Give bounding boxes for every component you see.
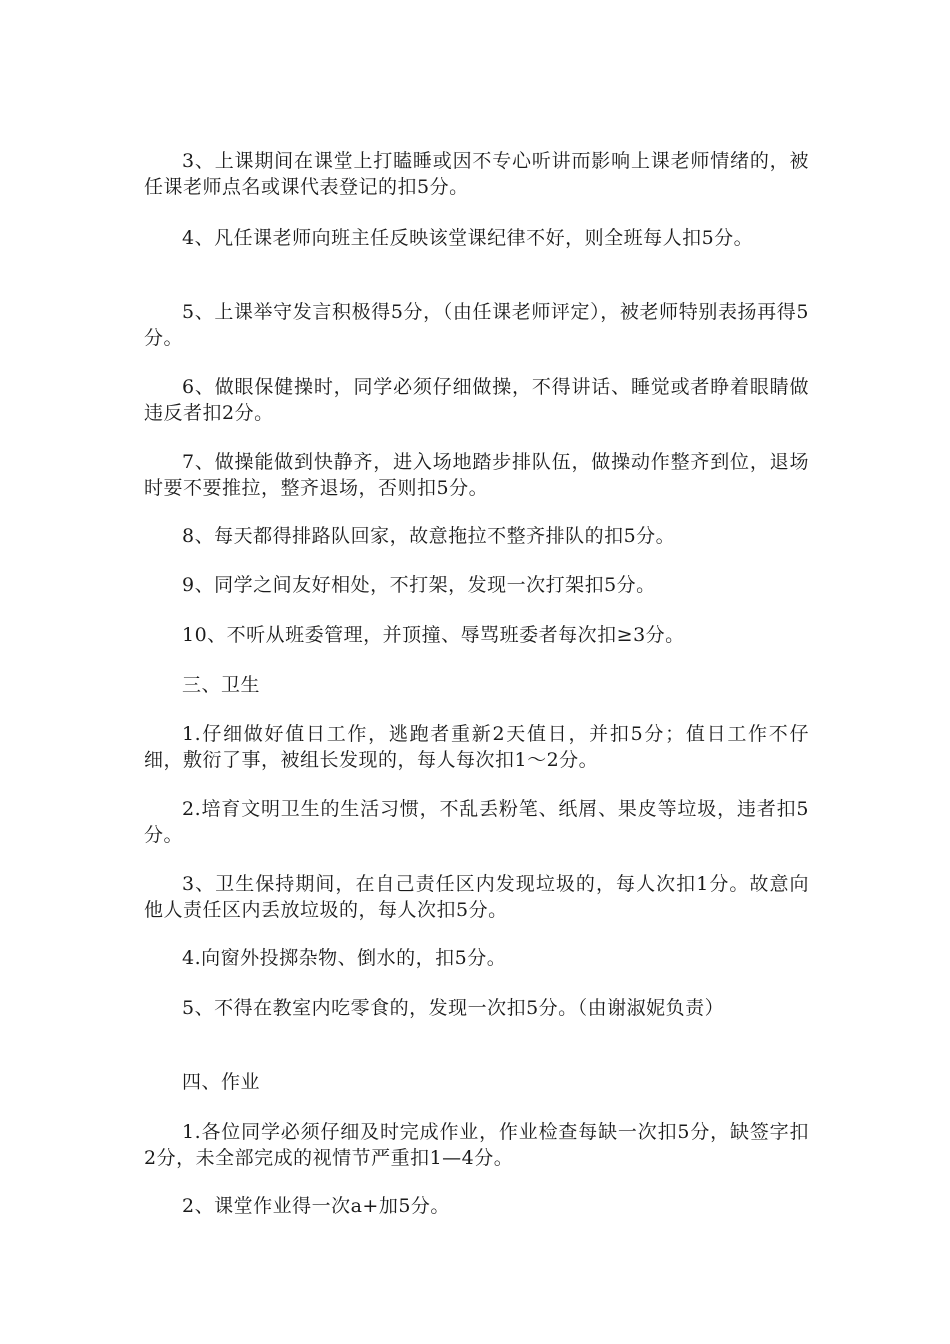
rule-paragraph: 1.仔细做好值日工作，逃跑者重新2天值日，并扣5分；值日工作不仔细，敷衍了事，被组长发现的，每人每次扣1～2分。: [144, 723, 809, 771]
rule-paragraph: 5、上课举守发言积极得5分，（由任课老师评定），被老师特别表扬再得5分。: [144, 301, 809, 349]
section-heading: 三、卫生: [182, 674, 261, 696]
rule-paragraph: 4.向窗外投掷杂物、倒水的，扣5分。: [182, 947, 507, 969]
rule-paragraph: 7、做操能做到快静齐，进入场地踏步排队伍，做操动作整齐到位，退场时要不要推拉，整齐退场，否则扣5分。: [144, 451, 809, 499]
rule-paragraph: 5、不得在教室内吃零食的，发现一次扣5分。（由谢淑妮负责）: [182, 997, 725, 1019]
rule-paragraph: 8、每天都得排路队回家，故意拖拉不整齐排队的扣5分。: [182, 525, 676, 547]
rule-paragraph: 2.培育文明卫生的生活习惯，不乱丢粉笔、纸屑、果皮等垃圾，违者扣5分。: [144, 798, 809, 846]
rule-paragraph: 9、同学之间友好相处，不打架，发现一次打架扣5分。: [182, 574, 656, 596]
rule-paragraph: 1.各位同学必须仔细及时完成作业，作业检查每缺一次扣5分，缺签字扣2分，未全部完成的视情节严重扣1—4分。: [144, 1121, 809, 1169]
rule-paragraph: 4、凡任课老师向班主任反映该堂课纪律不好，则全班每人扣5分。: [182, 227, 754, 249]
rule-paragraph: 3、卫生保持期间，在自己责任区内发现垃圾的，每人次扣1分。故意向他人责任区内丢放垃圾的，每人次扣5分。: [144, 873, 809, 921]
rule-paragraph: 3、上课期间在课堂上打瞌睡或因不专心听讲而影响上课老师情绪的，被任课老师点名或课代表登记的扣5分。: [144, 150, 809, 198]
rule-paragraph: 2、课堂作业得一次a+加5分。: [182, 1195, 450, 1217]
rule-paragraph: 10、不听从班委管理，并顶撞、辱骂班委者每次扣≥3分。: [182, 624, 685, 646]
rule-paragraph: 6、做眼保健操时，同学必须仔细做操，不得讲话、睡觉或者睁着眼睛做违反者扣2分。: [144, 376, 809, 424]
section-heading: 四、作业: [182, 1071, 261, 1093]
